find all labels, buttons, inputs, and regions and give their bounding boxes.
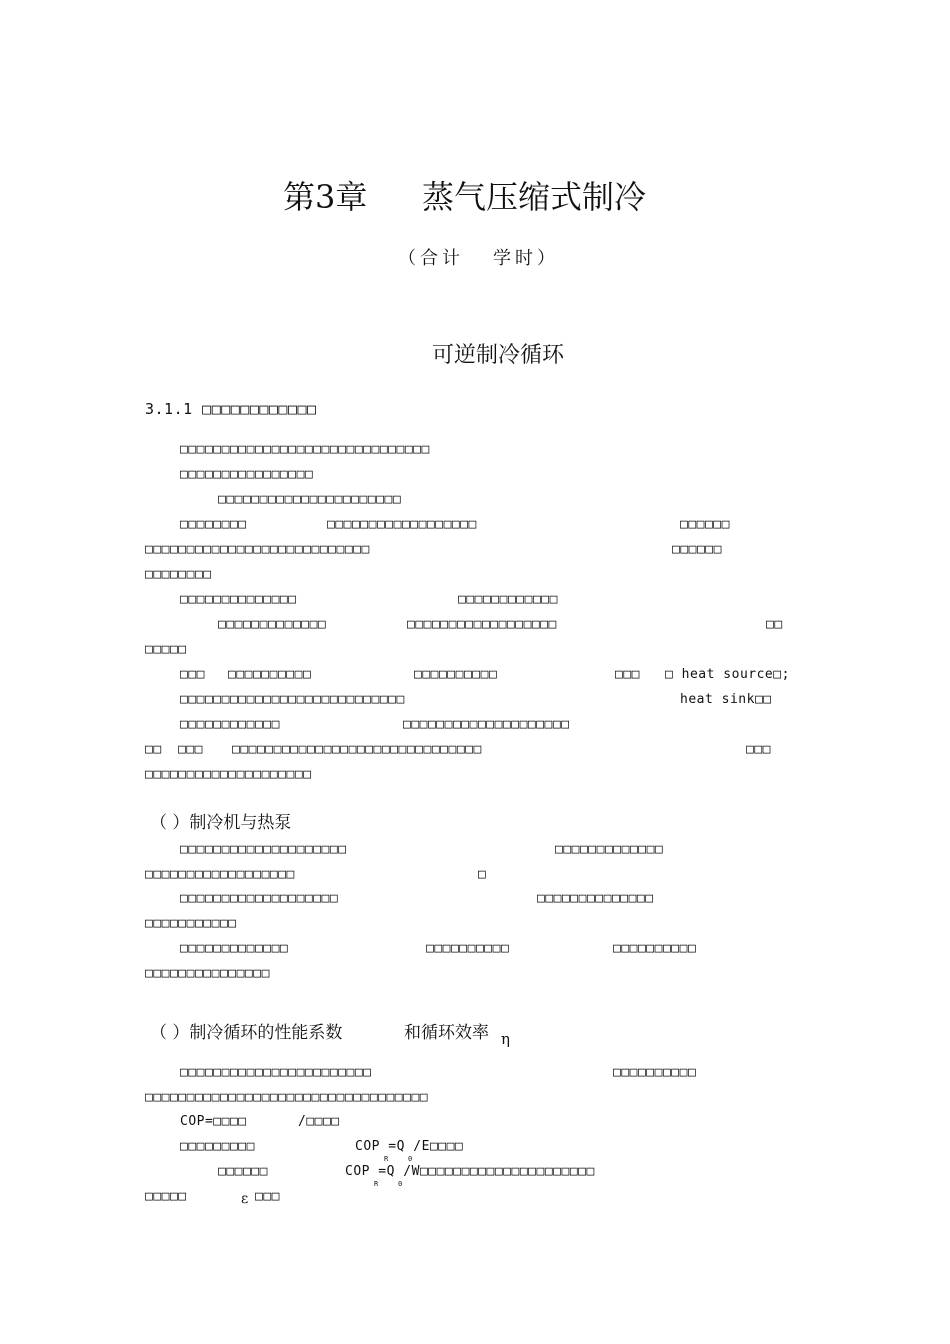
formula-cop-e: COP =Q /E□□□□ [355, 1139, 464, 1154]
text-line: □□□□□□ [672, 542, 722, 557]
text-line: □□□□□□□□ [145, 567, 212, 582]
section-heading: 可逆制冷循环 [432, 343, 565, 368]
text-line: □□□□□□□□□□□□□ [218, 617, 327, 632]
text-line: □□□□□□□□□□ [228, 667, 312, 682]
subscript-r: R [374, 1180, 379, 1188]
text-line: □□□□□□□□□□ [613, 1065, 697, 1080]
chapter-title: 蒸气压缩式制冷 [422, 178, 647, 216]
text-line: □ heat source□; [665, 667, 790, 682]
subscript-r: R [384, 1155, 389, 1163]
subscript-0: 0 [398, 1180, 403, 1188]
heading-refrigerator-heat-pump: （ ）制冷机与热泵 [150, 813, 292, 833]
text-line: □□□□□□□□□□□□□□□□□□□ [180, 891, 339, 906]
text-line: □□□□□□□□□□□□□□ [537, 891, 654, 906]
text-line: COP=□□□□ [180, 1114, 247, 1129]
text-line: □□□ [255, 1189, 280, 1204]
eta-symbol: η [501, 1030, 510, 1048]
text-line: □□□□□□□□□□□□□□□□ [180, 467, 314, 482]
subtitle-part-2: 学时） [493, 248, 559, 269]
subscript-0: 0 [408, 1155, 413, 1163]
subtitle-part-1: （合计 [398, 248, 464, 269]
text-line: □□□□□□□□□□□□ [180, 717, 280, 732]
text-line: □□□□□□□□□□□□□□□□□□□□□□ [218, 492, 402, 507]
text-line: □□□□□□□□□□□□□□□□□□□□ [180, 842, 347, 857]
text-line: □□□□□□□□□□□□□ [180, 941, 289, 956]
text-line: □□□□□□□□□□□□□□□□□□□□ [403, 717, 570, 732]
text-line: □□□□□□□□□□ [426, 941, 510, 956]
text-line: □□□□□□□□□□□□□□□ [145, 966, 270, 981]
text-line: □□□□□□□□□□□□□□□□□□□□□□□□□□□ [145, 542, 370, 557]
text-line: □□□ [178, 742, 203, 757]
text-line: □□□ [615, 667, 640, 682]
text-line: heat sink□□ [680, 692, 772, 707]
text-line: □□ [145, 742, 162, 757]
text-line: □□□□□□□□□□ [613, 941, 697, 956]
text-line: □□□□□□□□□□□□□□□□□□ [407, 617, 557, 632]
text-line: □□□□□□ [218, 1164, 268, 1179]
text-line: □□□□□□□□ [180, 517, 247, 532]
text-line: □□□□□□□□□□□□□□ [180, 592, 297, 607]
text-line: □□ [766, 617, 783, 632]
text-line: □□□□□□□□□□ [414, 667, 498, 682]
subsection-heading: 3.1.1 □□□□□□□□□□□□ [145, 400, 317, 418]
text-line: □□□□□□□□□□□□□ [555, 842, 664, 857]
text-line: □□□□□□□□□□□□□□□□□□ [327, 517, 477, 532]
text-line: □□□□□□ [680, 517, 730, 532]
text-line: □□□ [180, 667, 205, 682]
text-line: □□□□□ [145, 1189, 187, 1204]
text-line: □□□□□□□□□□□□□□□□□□□□□□□□□□□□□□□□□□ [145, 1090, 429, 1105]
formula-cop-w: COP =Q /W□□□□□□□□□□□□□□□□□□□□□ [345, 1164, 595, 1179]
text-line: □□□□□□□□□ [180, 1139, 255, 1154]
text-line: □□□□□□□□□□□□□□□□□□□□□□□□□□□□□□ [232, 742, 482, 757]
text-line: □□□□□ [145, 642, 187, 657]
text-line: □□□ [746, 742, 771, 757]
text-line: □ [478, 867, 487, 882]
text-line: □□□□□□□□□□□□□□□□□□□□□□□□□□□ [180, 692, 405, 707]
heading-cop: （ ）制冷循环的性能系数 [150, 1023, 343, 1043]
text-line: /□□□□ [298, 1114, 340, 1129]
text-line: □□□□□□□□□□□□ [458, 592, 558, 607]
text-line: □□□□□□□□□□□ [145, 916, 237, 931]
epsilon-symbol: ε [241, 1191, 249, 1207]
text-line: □□□□□□□□□□□□□□□□□□□□ [145, 767, 312, 782]
heading-cop-cont: 和循环效率 [404, 1023, 489, 1043]
text-line: □□□□□□□□□□□□□□□□□□□□□□□ [180, 1065, 372, 1080]
text-line: □□□□□□□□□□□□□□□□□□□□□□□□□□□□□□ [180, 442, 430, 457]
text-line: □□□□□□□□□□□□□□□□□□ [145, 867, 295, 882]
chapter-number: 第3章 [283, 178, 368, 216]
